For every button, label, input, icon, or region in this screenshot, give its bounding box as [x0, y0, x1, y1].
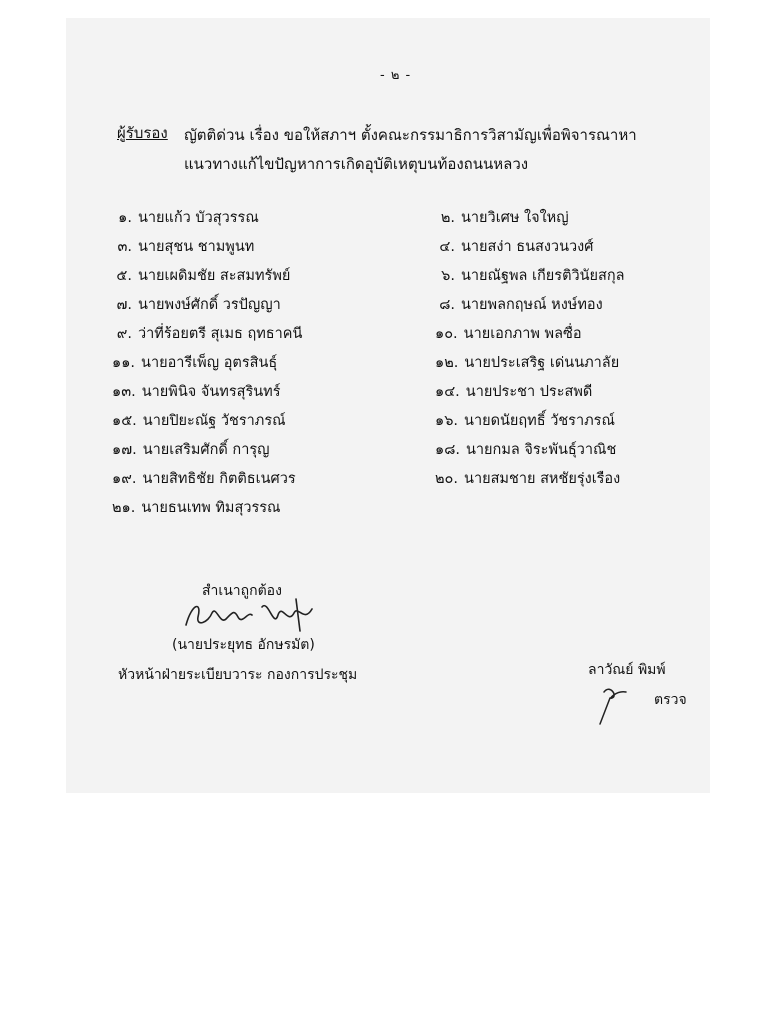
member-name: นายวิเศษ ใจใหญ่ — [461, 210, 569, 226]
member-item — [112, 206, 259, 229]
member-number: ๘. — [439, 297, 455, 313]
member-number: ๑๒. — [435, 355, 459, 371]
signer-position: หัวหน้าฝ่ายระเบียบวาระ กองการประชุม — [118, 667, 358, 683]
member-name: นายแก้ว บัวสุวรรณ — [138, 210, 259, 226]
member-name: นายพลกฤษณ์ หงษ์ทอง — [461, 297, 603, 313]
member-number: ๑๔. — [435, 384, 460, 400]
member-item — [112, 380, 281, 403]
member-name: นายเผดิมชัย สะสมทรัพย์ — [138, 268, 291, 284]
member-name: นายสง่า ธนสงวนวงศ์ — [461, 239, 594, 255]
page-number: - ๒ - — [380, 68, 412, 83]
member-name: นายสมชาย สหชัยรุ่งเรือง — [464, 471, 621, 487]
member-number: ๑๐. — [435, 326, 458, 342]
member-name: นายดนัยฤทธิ์ วัชราภรณ์ — [464, 413, 615, 429]
member-name: นายกมล จิระพันธุ์วาณิช — [466, 442, 617, 458]
member-number: ๑๑. — [112, 355, 136, 371]
member-name: นายสุชน ชามพูนท — [138, 239, 255, 255]
member-item — [435, 351, 619, 374]
member-item — [112, 264, 290, 287]
member-number: ๒. — [440, 210, 455, 226]
member-name: นายณัฐพล เกียรติวินัยสกุล — [461, 268, 625, 284]
member-name: นายเสริมศักดิ์ การุญ — [142, 442, 270, 458]
member-name: ว่าที่ร้อยตรี สุเมธ ฤทธาคนี — [138, 326, 303, 342]
member-number: ๕. — [116, 268, 132, 284]
member-item — [435, 322, 582, 345]
member-name: นายพงษ์ศักดิ์ วรปัญญา — [138, 297, 281, 313]
member-number: ๗. — [116, 297, 132, 313]
typist-note: ลาวัณย์ พิมพ์ — [588, 662, 666, 678]
member-number: ๒๑. — [112, 500, 136, 516]
member-item — [435, 235, 593, 258]
member-item — [112, 351, 277, 374]
member-item — [112, 467, 296, 490]
member-number: ๑๙. — [112, 471, 137, 487]
certified-copy-label: สำเนาถูกต้อง — [202, 583, 282, 599]
member-name: นายปิยะณัฐ วัชราภรณ์ — [142, 413, 286, 429]
proposers-label: ผู้รับรอง — [117, 124, 168, 142]
motion-title: ญัตติด่วน เรื่อง ขอให้สภาฯ ตั้งคณะกรรมาธิการวิสามัญเพื่อพิจารณาหาแนวทางแก้ไขปัญหาการเกิดอุบัติเหตุบนท้องถนนหลวง — [184, 126, 637, 173]
member-item — [435, 293, 603, 316]
member-name: นายประเสริฐ เด่นนภาลัย — [464, 355, 620, 371]
member-item — [112, 293, 281, 316]
member-number: ๖. — [441, 268, 455, 284]
member-item — [435, 264, 625, 287]
member-number: ๑๗. — [112, 442, 137, 458]
member-number: ๑. — [118, 210, 132, 226]
member-item — [112, 496, 281, 519]
member-item — [435, 467, 620, 490]
member-number: ๑๖. — [435, 413, 459, 429]
member-number: ๑๓. — [112, 384, 136, 400]
checker-initials-mark — [596, 682, 636, 726]
member-name: นายประชา ประสพดี — [465, 384, 593, 400]
member-number: ๑๘. — [435, 442, 460, 458]
signature-image — [178, 595, 318, 635]
checker-label: ตรวจ — [654, 692, 687, 708]
member-number: ๓. — [117, 239, 132, 255]
member-name: นายสิทธิชัย กิตติธเนศวร — [142, 471, 296, 487]
member-number: ๙. — [116, 326, 132, 342]
member-item — [435, 409, 615, 432]
member-name: นายธนเทพ ทิมสุวรรณ — [141, 500, 281, 516]
member-number: ๔. — [439, 239, 455, 255]
member-number: ๒๐. — [435, 471, 459, 487]
member-number: ๑๕. — [112, 413, 137, 429]
signer-name: (นายประยุทธ อักษรมัต) — [172, 637, 315, 653]
member-name: นายพินิจ จันทรสุรินทร์ — [141, 384, 281, 400]
member-item — [112, 322, 302, 345]
member-name: นายอารีเพ็ญ อุตรสินธุ์ — [141, 355, 278, 371]
member-item — [112, 438, 270, 461]
member-item — [435, 438, 616, 461]
member-item — [112, 409, 286, 432]
member-item — [435, 380, 592, 403]
member-name: นายเอกภาพ พลซื่อ — [463, 326, 582, 342]
member-item — [112, 235, 254, 258]
member-item — [435, 206, 569, 229]
